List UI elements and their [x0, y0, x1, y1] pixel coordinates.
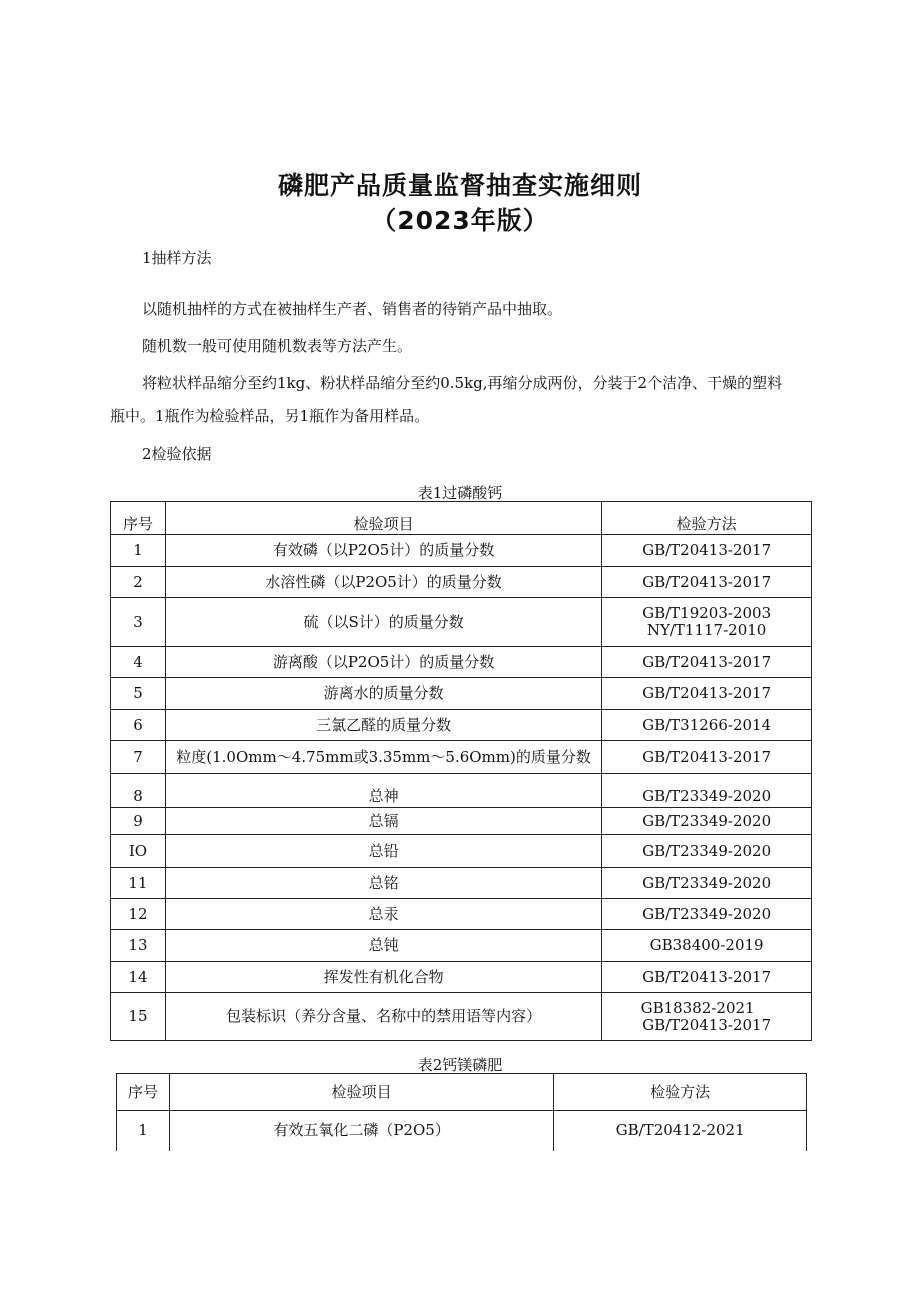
table-row — [117, 1111, 807, 1151]
cell-item: 粒度(1.0Omm～4.75mm或3.35mm～5.6Omm)的质量分数 — [165, 741, 601, 774]
cell-no: 11 — [111, 868, 166, 899]
cell-no: 6 — [111, 710, 166, 741]
cell-method-line2: GB/T20413-2017 — [642, 1015, 772, 1034]
cell-item: 三氯乙醛的质量分数 — [165, 710, 601, 741]
table-row — [111, 899, 812, 930]
cell-no: 14 — [111, 962, 166, 993]
cell-method: GB/T20413-2017 — [602, 741, 812, 774]
cell-item: 包装标识（养分含量、名称中的禁用语等内容） — [165, 993, 601, 1041]
table-row — [111, 993, 812, 1041]
table-row — [111, 962, 812, 993]
table-header-row — [117, 1074, 807, 1111]
cell-method-line2: NY/T1117-2010 — [646, 621, 767, 639]
table-row — [111, 598, 812, 647]
table-row — [111, 930, 812, 962]
table-header-row — [111, 502, 812, 535]
cell-no: 9 — [111, 808, 166, 835]
cell-item: 总钝 — [165, 930, 601, 962]
cell-no: 13 — [111, 930, 166, 962]
table-row — [111, 678, 812, 710]
document-title: 磷肥产品质量监督抽查实施细则 — [277, 171, 642, 200]
header-no: 序号 — [117, 1074, 170, 1111]
cell-no: 3 — [111, 598, 166, 647]
header-no: 序号 — [111, 502, 166, 535]
cell-method: GB/T20412-2021 — [554, 1111, 807, 1151]
cell-method: GB/T23349-2020 — [602, 899, 812, 930]
cell-item: 挥发性有机化合物 — [165, 962, 601, 993]
header-method: 检验方法 — [554, 1074, 807, 1111]
section-1-heading: 1抽样方法 — [142, 249, 212, 267]
paragraph-random-numbers: 随机数一般可使用随机数表等方法产生。 — [142, 337, 413, 355]
cell-item: 总神 — [165, 774, 601, 808]
table-row — [111, 710, 812, 741]
cell-no: 15 — [111, 993, 166, 1041]
cell-item: 游离水的质量分数 — [165, 678, 601, 710]
cell-method: GB/T23349-2020 — [602, 774, 812, 808]
cell-item: 水溶性磷（以P2O5计）的质量分数 — [165, 567, 601, 598]
cell-no: 1 — [117, 1111, 170, 1151]
paragraph-sample-division-line1: 将粒状样品缩分至约1kg、粉状样品缩分至约0.5kg,再缩分成两份，分装于2个洁净、干燥的塑料 — [142, 374, 783, 392]
document-subtitle: （2023年版） — [371, 206, 549, 235]
cell-method — [602, 598, 812, 647]
table-row — [111, 567, 812, 598]
table-1-superphosphate — [110, 501, 812, 1041]
table-row — [111, 647, 812, 678]
cell-method: GB/T20413-2017 — [602, 535, 812, 567]
cell-no: IO — [111, 835, 166, 868]
cell-method — [602, 993, 812, 1041]
cell-item: 有效磷（以P2O5计）的质量分数 — [165, 535, 601, 567]
cell-item: 硫（以S计）的质量分数 — [165, 598, 601, 647]
cell-item: 总汞 — [165, 899, 601, 930]
cell-no: 7 — [111, 741, 166, 774]
cell-item: 游离酸（以P2O5计）的质量分数 — [165, 647, 601, 678]
cell-method: GB/T20413-2017 — [602, 678, 812, 710]
cell-no: 12 — [111, 899, 166, 930]
cell-method: GB/T23349-2020 — [602, 868, 812, 899]
cell-method: GB/T20413-2017 — [602, 962, 812, 993]
cell-method: GB/T23349-2020 — [602, 835, 812, 868]
cell-item: 有效五氧化二磷（P2O5） — [169, 1111, 553, 1151]
cell-item: 总镉 — [165, 808, 601, 835]
header-item: 检验项目 — [169, 1074, 553, 1111]
table-row — [111, 535, 812, 567]
table-2-calcium-magnesium-phosphate — [116, 1073, 807, 1151]
cell-method: GB/T31266-2014 — [602, 710, 812, 741]
header-item: 检验项目 — [165, 502, 601, 535]
cell-no: 8 — [111, 774, 166, 808]
cell-no: 5 — [111, 678, 166, 710]
section-2-heading: 2检验依据 — [142, 445, 212, 463]
cell-method: GB/T20413-2017 — [602, 567, 812, 598]
cell-no: 4 — [111, 647, 166, 678]
cell-method-line1: GB/T19203-2003 — [642, 604, 772, 622]
table-row — [111, 808, 812, 835]
table-1-caption: 表1过磷酸钙 — [417, 484, 503, 502]
cell-item: 总铭 — [165, 868, 601, 899]
cell-method: GB38400-2019 — [602, 930, 812, 962]
cell-method: GB/T20413-2017 — [602, 647, 812, 678]
paragraph-sampling-method: 以随机抽样的方式在被抽样生产者、销售者的待销产品中抽取。 — [142, 300, 563, 318]
cell-item: 总铅 — [165, 835, 601, 868]
cell-method-line1: GB18382-2021 — [640, 998, 755, 1017]
table-row — [111, 835, 812, 868]
header-method: 检验方法 — [602, 502, 812, 535]
table-row — [111, 774, 812, 808]
cell-method: GB/T23349-2020 — [602, 808, 812, 835]
paragraph-sample-division-line2: 瓶中。1瓶作为检验样品，另1瓶作为备用样品。 — [110, 407, 430, 425]
table-2-caption: 表2钙镁磷肥 — [417, 1056, 503, 1074]
cell-no: 2 — [111, 567, 166, 598]
table-row — [111, 741, 812, 774]
table-row — [111, 868, 812, 899]
cell-no: 1 — [111, 535, 166, 567]
